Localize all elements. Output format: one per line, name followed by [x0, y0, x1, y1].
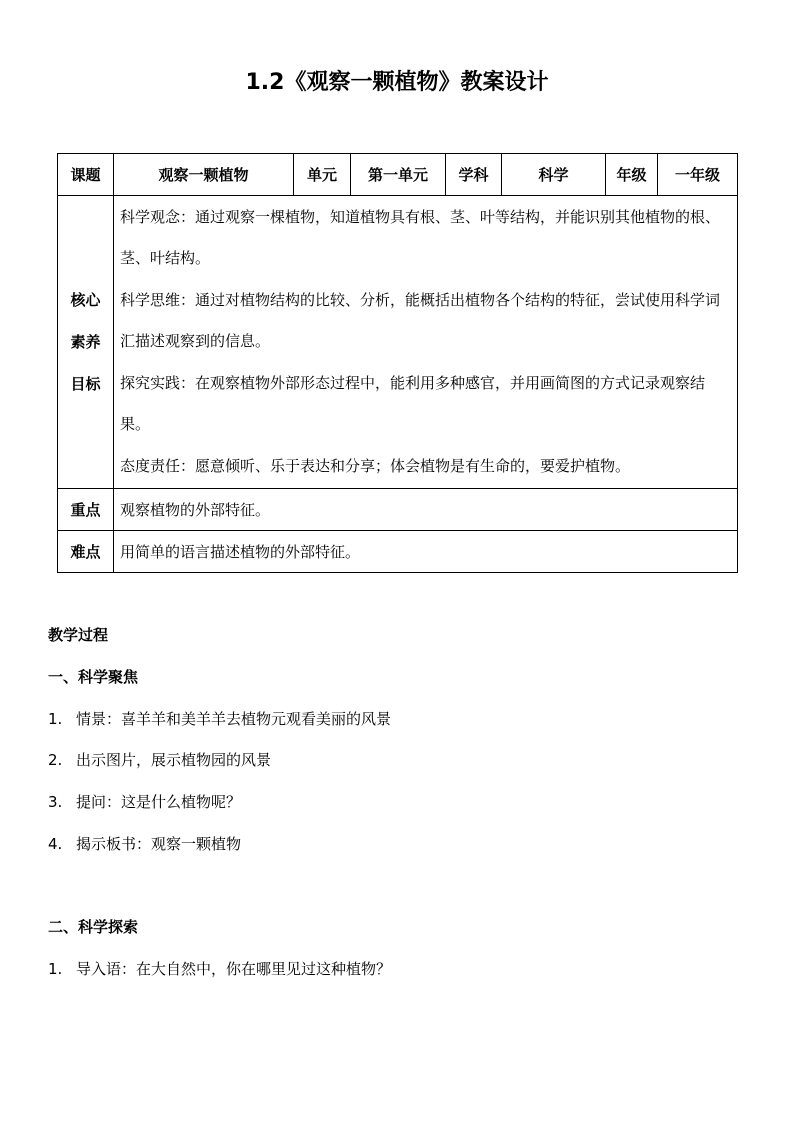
core-goals-label — [58, 196, 114, 489]
list-item-text: 情景：喜羊羊和美羊羊去植物元观看美丽的风景 — [76, 710, 392, 728]
list-item — [48, 958, 391, 979]
goal-thinking: 科学思维：通过对植物结构的比较、分析，能概括出植物各个结构的特征，尝试使用科学词汇描述观察到的信息。 — [120, 290, 721, 351]
key-point-row — [58, 489, 738, 531]
section-2-title: 二、科学探索 — [48, 918, 139, 936]
difficulty-text: 用简单的语言描述植物的外部特征。 — [114, 531, 738, 573]
difficulty-label: 难点 — [58, 531, 114, 573]
key-point-text: 观察植物的外部特征。 — [114, 489, 738, 531]
goal-attitude: 态度责任：愿意倾听、乐于表达和分享；体会植物是有生命的，要爱护植物。 — [120, 456, 631, 475]
list-item-number: 2. — [48, 751, 63, 769]
grade-value: 一年级 — [658, 154, 738, 196]
list-item — [48, 791, 241, 812]
topic-label: 课题 — [58, 154, 114, 196]
list-item-number: 4. — [48, 835, 63, 853]
table-header-row — [58, 154, 738, 196]
list-item — [48, 749, 271, 770]
list-item-text: 揭示板书：观察一颗植物 — [76, 835, 242, 853]
core-label-line-2: 素养 — [70, 333, 101, 351]
lesson-info-table — [57, 153, 738, 573]
unit-value: 第一单元 — [351, 154, 446, 196]
document-title: 1.2《观察一颗植物》教案设计 — [245, 70, 549, 95]
list-item-text: 提问：这是什么植物呢？ — [76, 793, 242, 811]
section-1-title: 一、科学聚焦 — [48, 668, 139, 686]
grade-label: 年级 — [606, 154, 658, 196]
list-item-number: 3. — [48, 793, 63, 811]
list-item — [48, 833, 241, 854]
unit-label: 单元 — [294, 154, 351, 196]
subject-value: 科学 — [502, 154, 606, 196]
list-item — [48, 708, 391, 729]
core-goals-content — [114, 196, 738, 489]
process-title: 教学过程 — [48, 626, 109, 644]
key-point-label: 重点 — [58, 489, 114, 531]
core-goals-row — [58, 196, 738, 489]
list-item-number: 1. — [48, 710, 63, 728]
core-label-line-3: 目标 — [70, 375, 101, 393]
core-label-line-1: 核心 — [70, 291, 101, 309]
goal-concept: 科学观念：通过观察一棵植物，知道植物具有根、茎、叶等结构，并能识别其他植物的根、茎、叶结构。 — [120, 207, 721, 268]
goal-practice: 探究实践：在观察植物外部形态过程中，能利用多种感官，并用画简图的方式记录观察结果。 — [120, 373, 706, 434]
list-item-text: 出示图片，展示植物园的风景 — [76, 751, 272, 769]
difficulty-row — [58, 531, 738, 573]
topic-value: 观察一颗植物 — [114, 154, 294, 196]
list-item-text: 导入语：在大自然中，你在哪里见过这种植物？ — [76, 960, 392, 978]
subject-label: 学科 — [446, 154, 502, 196]
list-item-number: 1. — [48, 960, 63, 978]
